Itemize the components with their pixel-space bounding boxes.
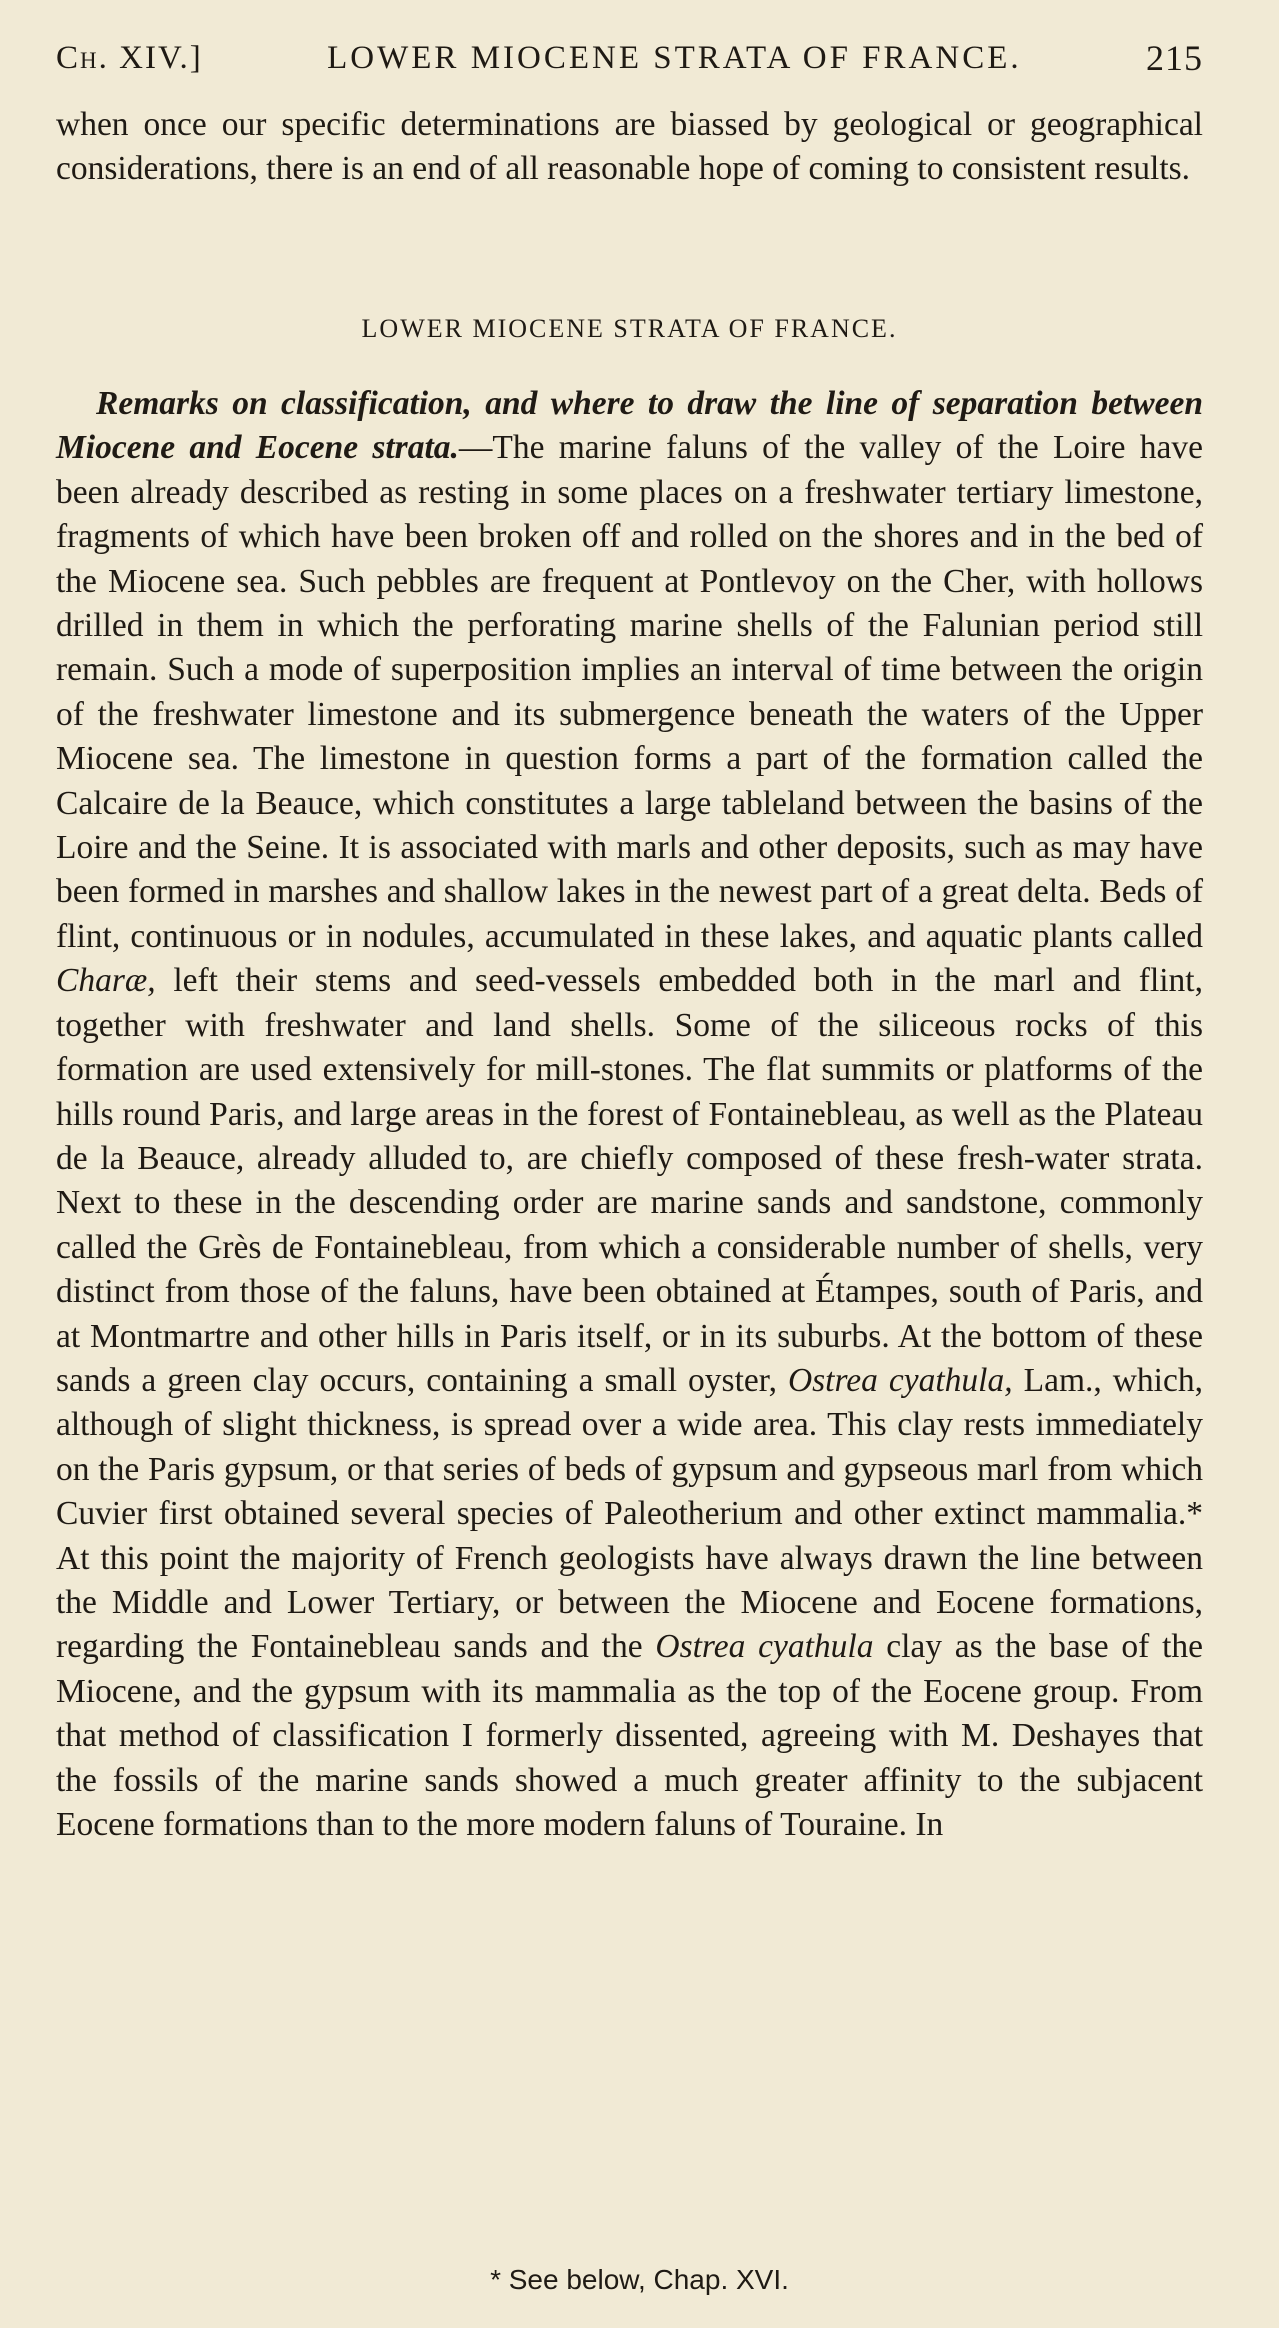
- section-heading: LOWER MIOCENE STRATA OF FRANCE.: [361, 314, 898, 343]
- chapter-label: Ch. XIV.]: [56, 39, 203, 76]
- paragraph-text-3: Lam., which, although of slight thickness, is spread over a wide area. This clay rests immediately on the Paris gypsum, or that series of beds of gypsum and gypseous marl from which Cuvier first obtained several species of Paleotherium and other extinct mammalia.* At this point the majority of French geologists have always drawn the line between the Middle and Lower Tertiary, or between the Miocene and Eocene formations, regarding the Fontainebleau sands and the: [56, 1361, 1203, 1666]
- page-number: 215: [1146, 38, 1203, 78]
- paragraph-text-1: —The marine faluns of the valley of the Loire have been already described as resting in some places on a freshwater tertiary limestone, fragments of which have been broken off and rolled on the shores and in the bed of the Miocene sea. Such pebbles are frequent at Pontlevoy on the Cher, with hollows drilled in them in which the perforating marine shells of the Falunian period still remain. Such a mode of superposition implies an interval of time between the origin of the freshwater limestone and its submergence beneath the waters of the Upper Miocene sea. The limestone in question forms a part of the formation called the Calcaire de la Beauce, which constitutes a large tableland between the basins of the Loire and the Seine. It is associated with marls and other deposits, such as may have been formed in marshes and shallow lakes in the newest part of a great delta. Beds of flint, continuous or in nodules, accumulated in these lakes, and aquatic plants called: [56, 429, 1203, 955]
- footnote: * See below, Chap. XVI.: [490, 2264, 789, 2295]
- italic-term-charae: Charæ,: [56, 962, 156, 1000]
- paragraph-text-4: clay as the base of the Miocene, and the gypsum with its mammalia as the top of the Eocene group. From that method of classification I formerly dissented, agreeing with M. Deshayes that the fossils of the marine sands showed a much greater affinity to the subjacent Eocene formations than to the more modern faluns of Touraine. In: [56, 1628, 1204, 1843]
- running-title: LOWER MIOCENE STRATA OF FRANCE.: [327, 39, 1022, 76]
- paragraph-lead-in: Remarks on classification, and where to draw the line of separation between Miocene and Eocene strata.: [56, 385, 1203, 467]
- italic-term-ostrea-2: Ostrea cyathula: [655, 1628, 874, 1666]
- intro-paragraph: when once our specific determinations are biassed by geological or geographical considerations, there is an end of all reasonable hope of coming to consistent results.: [56, 106, 1203, 188]
- main-paragraph: [56, 382, 1203, 1847]
- paragraph-text-2: left their stems and seed-vessels embedded both in the marl and flint, together with freshwater and land shells. Some of the siliceous rocks of this formation are used extensively for mill-stones. The flat summits or platforms of the hills round Paris, and large areas in the forest of Fontainebleau, as well as the Plateau de la Beauce, already alluded to, are chiefly composed of these fresh-water strata. Next to these in the descending order are marine sands and sandstone, commonly called the Grès de Fontainebleau, from which a considerable number of shells, very distinct from those of the faluns, have been obtained at Étampes, south of Paris, and at Montmartre and other hills in Paris itself, or in its suburbs. At the bottom of these sands a green clay occurs, containing a small oyster,: [56, 962, 1203, 1399]
- italic-term-ostrea-1: Ostrea cyathula,: [787, 1361, 1013, 1399]
- running-head: [56, 28, 1203, 88]
